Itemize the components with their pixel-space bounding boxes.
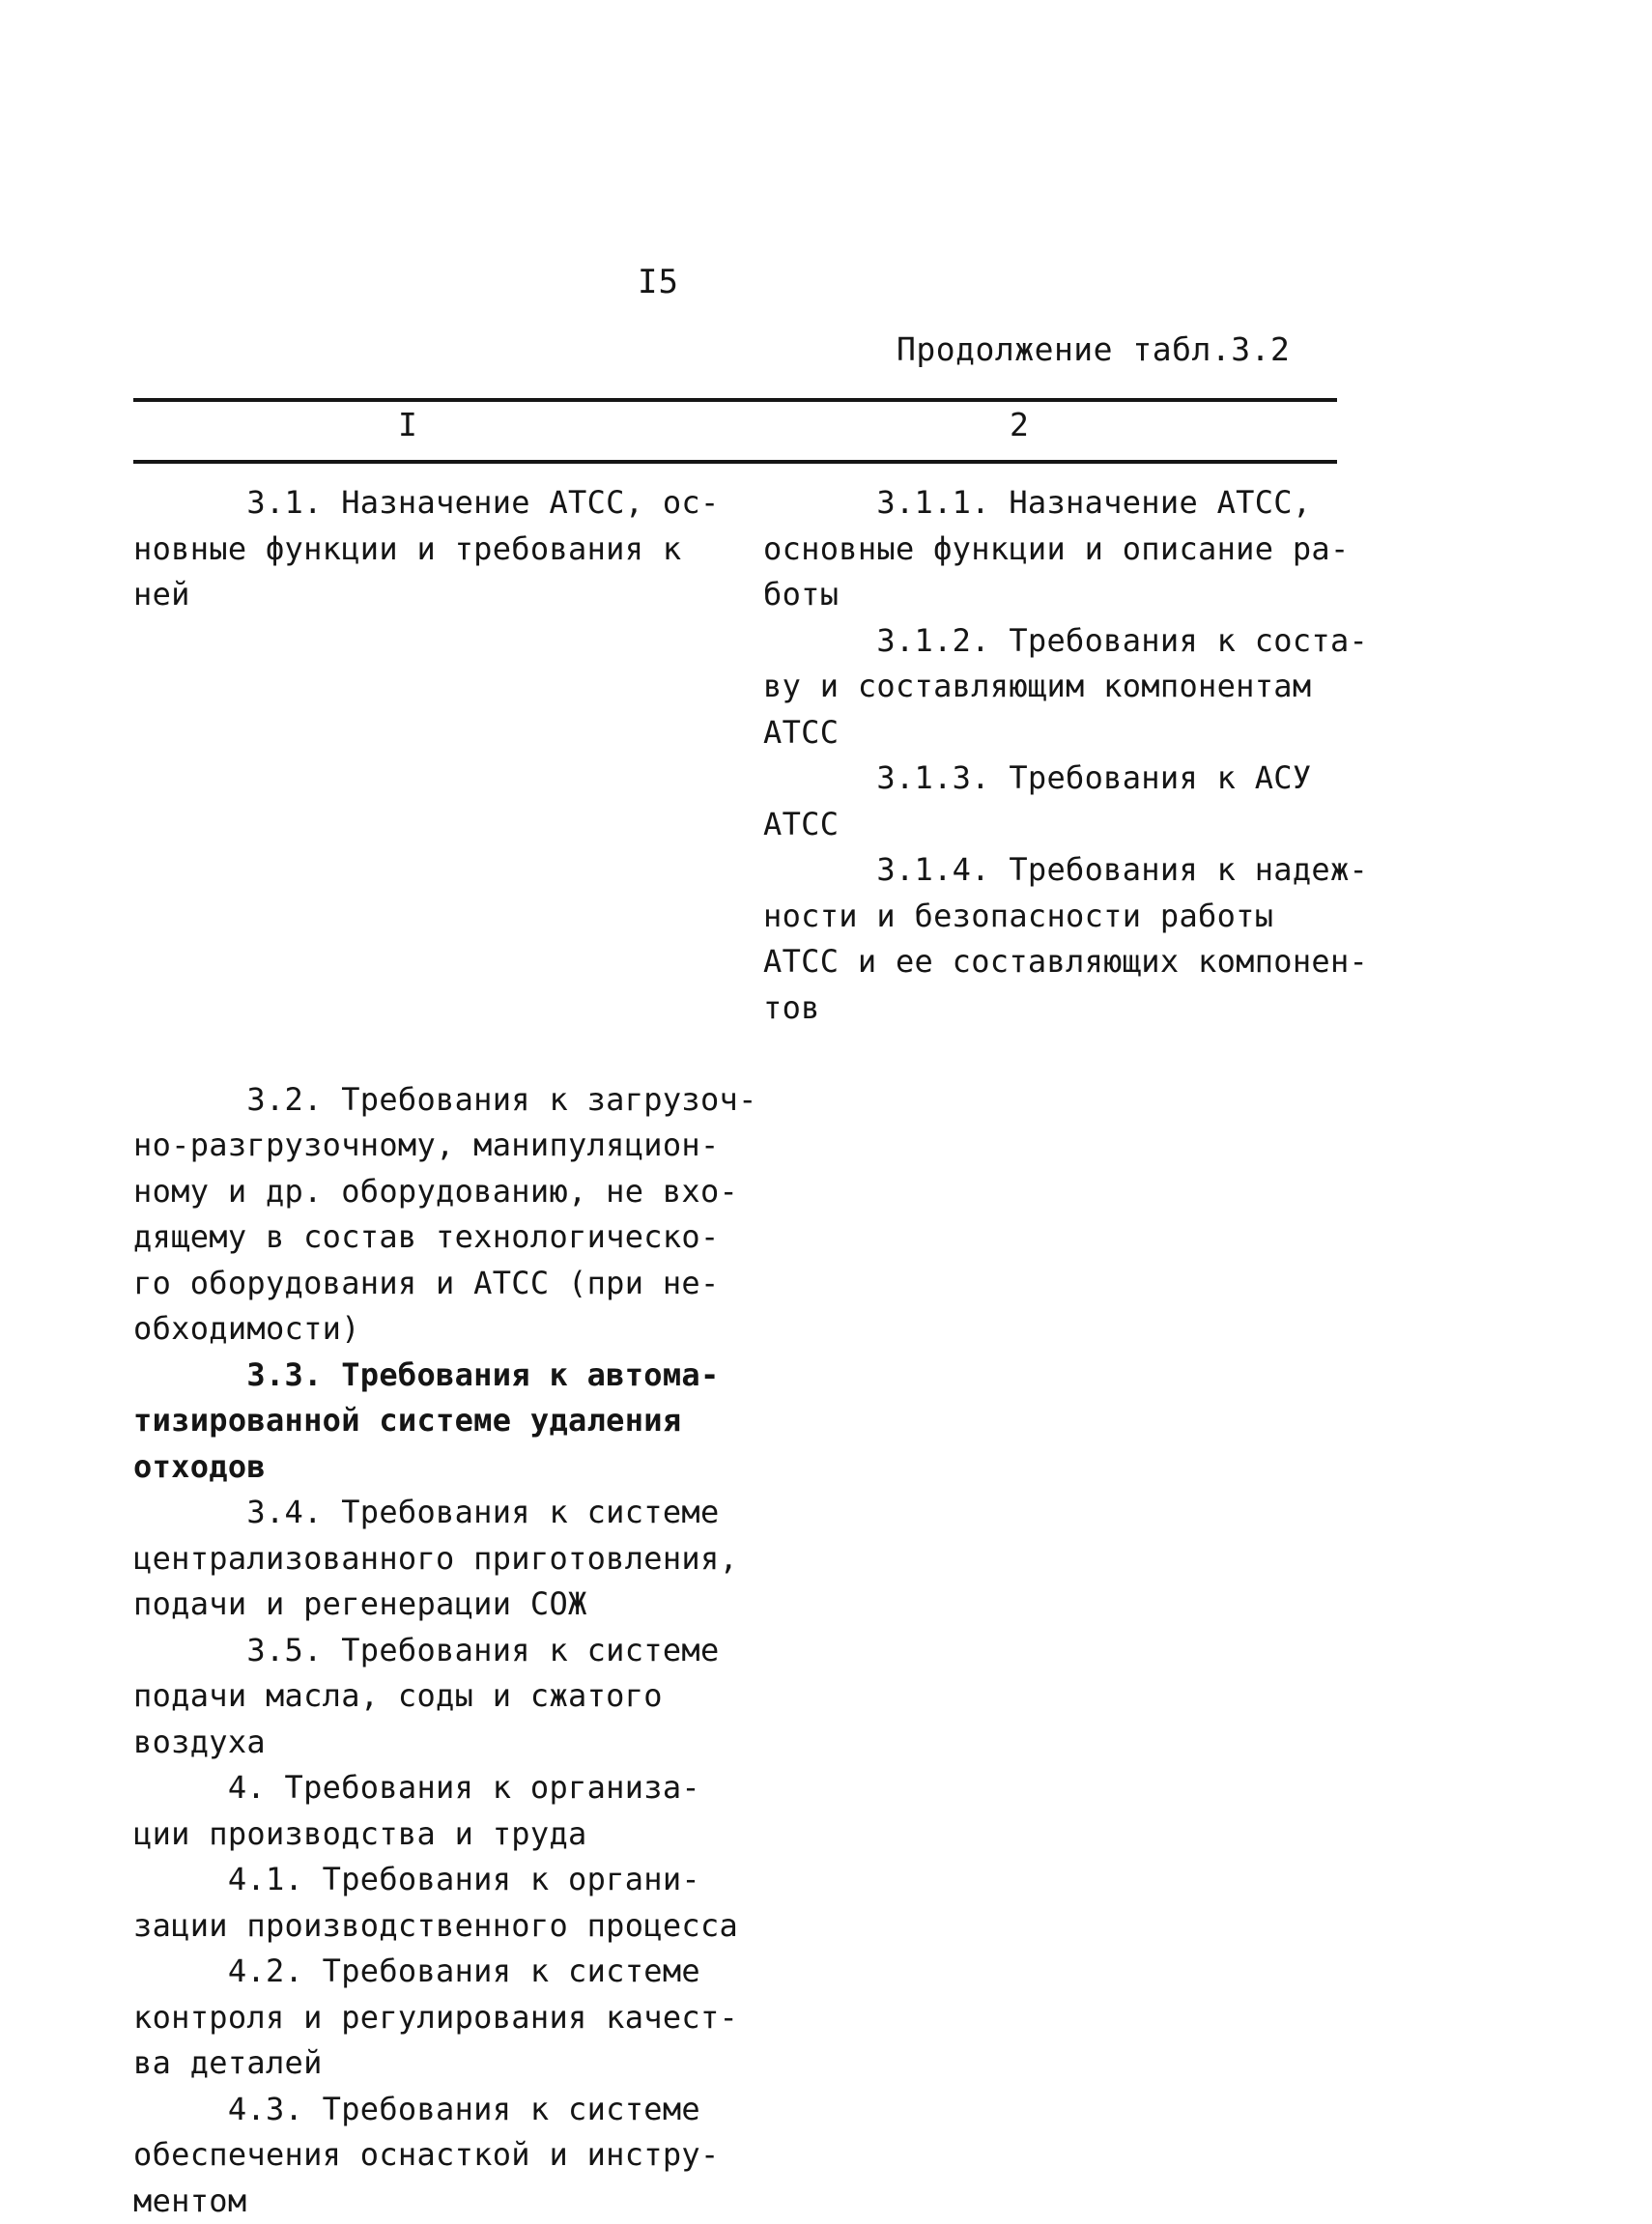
text-line: 3.1.1. Назначение АТСС, (763, 480, 1381, 527)
text-line: централизованного приготовления, (133, 1536, 752, 1582)
text-line: ции производства и труда (133, 1811, 752, 1858)
text-line: отходов (133, 1444, 752, 1491)
text-line: ментом (133, 2179, 752, 2224)
col1-entry (133, 1490, 752, 1628)
table-continuation-label: Продолжение табл.3.2 (897, 330, 1290, 368)
text-line: подачи и регенерации СОЖ (133, 1582, 752, 1628)
col2-entry (763, 847, 1381, 1031)
text-line: обходимости) (133, 1306, 752, 1353)
text-line: ву и составляющим компонентам (763, 664, 1381, 710)
page-number: I5 (638, 263, 679, 301)
text-line: АТСС (763, 710, 1381, 756)
text-line: боты (763, 572, 1381, 618)
col1-entry (133, 1353, 752, 1491)
text-line: ва деталей (133, 2040, 752, 2087)
text-line: 3.1. Назначение АТСС, ос- (133, 480, 752, 527)
col1-entry (133, 1949, 752, 2087)
text-line: 4. Требования к организа- (133, 1765, 752, 1811)
text-line: го оборудования и АТСС (при не- (133, 1261, 752, 1307)
text-line: подачи масла, соды и сжатого (133, 1673, 752, 1720)
column-2-header: 2 (1010, 406, 1029, 443)
col1-entry (133, 2087, 752, 2224)
column-2-body (763, 480, 1381, 1031)
text-line: 4.1. Требования к органи- (133, 1857, 752, 1903)
text-line: 3.1.2. Требования к соста- (763, 618, 1381, 665)
text-line: ней (133, 572, 752, 618)
text-line: обеспечения оснасткой и инстру- (133, 2132, 752, 2179)
col1-entry (133, 1077, 752, 1353)
spacer (133, 618, 752, 1077)
col1-entry (133, 1857, 752, 1949)
col2-entry (763, 756, 1381, 847)
text-line: 3.5. Требования к системе (133, 1628, 752, 1674)
text-line: 4.3. Требования к системе (133, 2087, 752, 2133)
text-line: основные функции и описание ра- (763, 527, 1381, 573)
col1-entry (133, 1765, 752, 1857)
text-line: новные функции и требования к (133, 527, 752, 573)
text-line: 4.2. Требования к системе (133, 1949, 752, 1995)
text-line: воздуха (133, 1720, 752, 1766)
text-line: тов (763, 985, 1381, 1032)
table-header-rule (133, 460, 1337, 464)
column-1-body (133, 480, 752, 2224)
text-line: контроля и регулирования качест- (133, 1995, 752, 2041)
text-line: АТСС (763, 802, 1381, 848)
col2-entry (763, 618, 1381, 756)
text-line: 3.4. Требования к системе (133, 1490, 752, 1536)
text-line: 3.1.4. Требования к надеж- (763, 847, 1381, 894)
text-line: тизированной системе удаления (133, 1398, 752, 1444)
col1-entry (133, 480, 752, 618)
text-line: 3.3. Требования к автома- (133, 1353, 752, 1399)
text-line: дящему в состав технологическо- (133, 1214, 752, 1261)
text-line: ности и безопасности работы (763, 894, 1381, 940)
column-1-header: I (398, 406, 417, 443)
text-line: но-разгрузочному, манипуляцион- (133, 1123, 752, 1169)
text-line: ному и др. оборудованию, не вхо- (133, 1169, 752, 1215)
col1-entry (133, 1628, 752, 1766)
text-line: 3.1.3. Требования к АСУ (763, 756, 1381, 802)
text-line: АТСС и ее составляющих компонен- (763, 939, 1381, 985)
table-top-rule (133, 398, 1337, 402)
text-line: 3.2. Требования к загрузоч- (133, 1077, 752, 1124)
col2-entry (763, 480, 1381, 618)
text-line: зации производственного процесса (133, 1903, 752, 1950)
